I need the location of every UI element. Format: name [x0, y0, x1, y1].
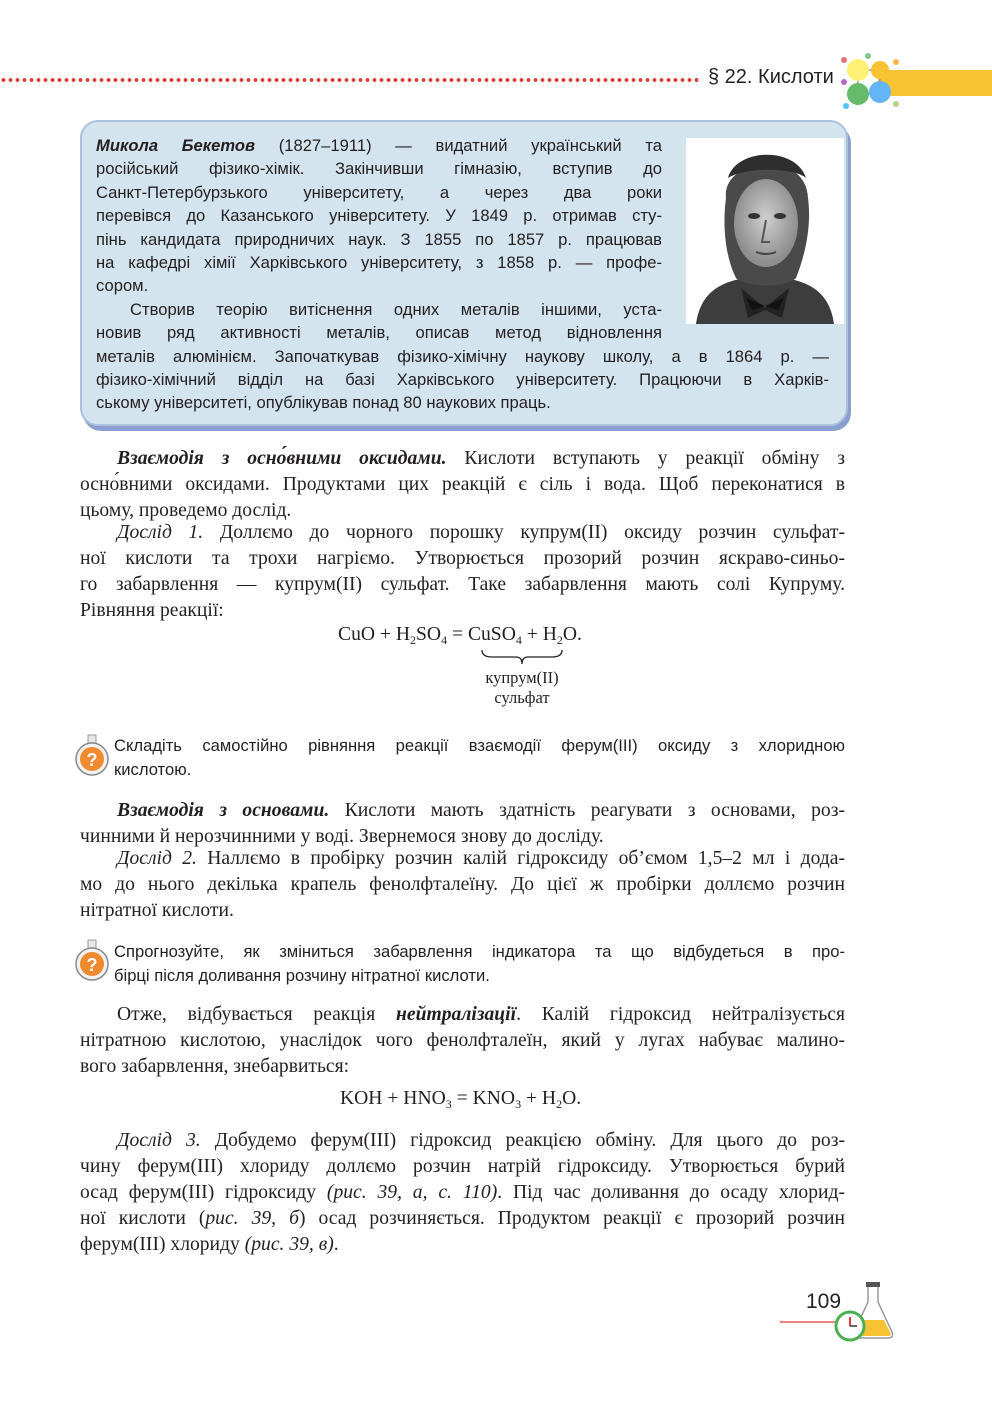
- bio-person-name: Микола Бекетов: [96, 136, 256, 155]
- bio-line: новив ряд активності металів, описав метод відновлення: [96, 323, 662, 343]
- text-fragment: ної кислоти (: [80, 1208, 206, 1229]
- text-line: Спрогнозуйте, як зміниться забарвлення індикатора та що відбудеться в про-: [114, 942, 845, 961]
- experiment-label: Дослід 3.: [117, 1130, 201, 1151]
- paragraph-basic-oxides: [80, 446, 845, 524]
- figure-reference: (рис. 39, а, с. 110): [326, 1182, 498, 1203]
- bio-line: російський фізико-хімік. Закінчивши гімназію, вступив до: [96, 159, 662, 179]
- svg-text:?: ?: [86, 750, 98, 770]
- bio-line: на кафедрі хімії Харківського університету, з 1858 р. — профе-: [96, 253, 662, 273]
- bio-line: фізико-хімічний відділ на базі Харківського університету. Працюючи в Харків-: [96, 370, 829, 389]
- task-question-2: [114, 940, 845, 988]
- text-line: чину ферум(III) хлориду доллємо розчин натрій гідроксиду. Утворюється бурий: [80, 1156, 845, 1177]
- text-fragment: . Під час доливання до осаду хлорид-: [497, 1182, 845, 1203]
- header-dotted-line: [0, 77, 700, 83]
- text-line: осно́вними оксидами. Продуктами цих реакцій є сіль і вода. Щоб переконатися в: [80, 474, 845, 495]
- text-line: Добудемо ферум(III) гідроксид реакцією обміну. Для цього до роз-: [200, 1130, 845, 1151]
- text-line: бірці після доливання розчину нітратної кислоти.: [114, 966, 490, 985]
- paragraph-experiment-1: [80, 520, 845, 624]
- text-line: Складіть самостійно рівняння реакції взаємодії ферум(III) оксиду з хлоридною: [114, 736, 845, 755]
- biography-text: [96, 134, 662, 345]
- text-fragment: . Калій гідроксид нейтралізується: [516, 1004, 845, 1025]
- paragraph-experiment-2: [80, 846, 845, 924]
- text-fragment: .: [333, 1234, 339, 1255]
- text-line: нітратної кислоти.: [80, 900, 234, 921]
- text-line: Кислоти мають здатність реагувати з основами, роз-: [329, 800, 845, 821]
- portrait-image: [686, 138, 844, 324]
- underbrace-icon: [480, 648, 564, 668]
- text-line: Наллємо в пробірку розчин калій гідроксиду об’ємом 1,5–2 мл і дода-: [196, 848, 845, 869]
- paragraph-experiment-3: [80, 1128, 845, 1258]
- text-line: го забарвлення — купрум(II) сульфат. Таке забарвлення мають солі Купруму.: [80, 574, 845, 595]
- figure-reference: (рис. 39, в): [244, 1234, 334, 1255]
- brace-label: [462, 668, 582, 708]
- svg-text:?: ?: [86, 955, 98, 975]
- section-heading: Взаємодія з осно́вними оксидами.: [117, 448, 447, 469]
- text-line: ної кислоти та трохи нагріємо. Утворюється прозорий розчин яскраво-синьо-: [80, 548, 845, 569]
- text-line: цьому, проведемо дослід.: [80, 500, 292, 521]
- text-line: чинними й нерозчинними у воді. Звернемося знову до досліду.: [80, 826, 604, 847]
- biography-text-wide: [96, 345, 829, 415]
- text-line: вого забарвлення, знебарвиться:: [80, 1056, 350, 1077]
- text-line: Доллємо до чорного порошку купрум(II) оксиду розчин сульфат-: [203, 522, 845, 543]
- brace-label-line: купрум(II): [485, 668, 559, 687]
- bio-line: Створив теорію витіснення одних металів іншими, уста-: [130, 299, 662, 319]
- text-line: кислотою.: [114, 760, 192, 779]
- term-neutralization: нейтралізації: [396, 1004, 517, 1025]
- task-question-1: [114, 734, 845, 782]
- bio-line: ському університеті, опублікував понад 80 наукових праць.: [96, 393, 551, 413]
- text-line: Рівняння реакції:: [80, 600, 224, 621]
- equation-cuo-h2so4: CuO + $H_2SO_4$ = CuSO$_4$ + $H_2O$.: [338, 624, 582, 647]
- page-number: 109: [806, 1290, 842, 1313]
- text-fragment: Отже, відбувається реакція: [117, 1004, 397, 1025]
- product-cuso4: CuSO$_4$: [467, 624, 522, 647]
- text-fragment: ) осад розчиняється. Продуктом реакції є прозорий розчин: [298, 1208, 845, 1229]
- bio-line: металів алюмінієм. Започаткував фізико-хімічну наукову школу, а в 1864 р. —: [96, 346, 829, 366]
- question-flask-icon: [74, 734, 110, 776]
- brace-label-line: сульфат: [494, 688, 550, 707]
- paragraph-neutralization: [80, 1002, 845, 1080]
- text-line: нітратною кислотою, унаслідок чого фенолфталеїн, який у лугах набуває малино-: [80, 1030, 845, 1051]
- bio-line: Санкт-Петербурзького університету, а через два роки: [96, 182, 662, 202]
- question-flask-icon: [74, 939, 110, 981]
- bio-line: пінь кандидата природничих наук. З 1855 по 1857 р. працював: [96, 229, 662, 249]
- paragraph-bases: [80, 798, 845, 850]
- bio-line: (1827–1911) — видатний український та: [255, 136, 662, 155]
- bio-line: сором.: [96, 276, 149, 296]
- equation-koh-hno3: KOH + $HNO_3 = KNO_3 + H_2O$.: [340, 1088, 582, 1111]
- figure-reference: рис. 39, б: [205, 1208, 299, 1229]
- text-fragment: осад ферум(III) гідроксиду: [80, 1182, 327, 1203]
- bio-line: перевівся до Казанського університету. У 1849 р. отримав сту-: [96, 206, 662, 226]
- text-line: Кислоти вступають у реакції обміну з: [446, 448, 845, 469]
- text-line: мо до нього декілька крапель фенолфталеїну. До цієї ж пробірки доллємо розчин: [80, 874, 845, 895]
- text-fragment: ферум(III) хлориду: [80, 1234, 245, 1255]
- molecule-icon: [838, 52, 904, 112]
- experiment-label: Дослід 2.: [117, 848, 197, 869]
- experiment-label: Дослід 1.: [117, 522, 204, 543]
- section-title: § 22. Кислоти: [708, 66, 834, 88]
- section-heading: Взаємодія з основами.: [117, 800, 330, 821]
